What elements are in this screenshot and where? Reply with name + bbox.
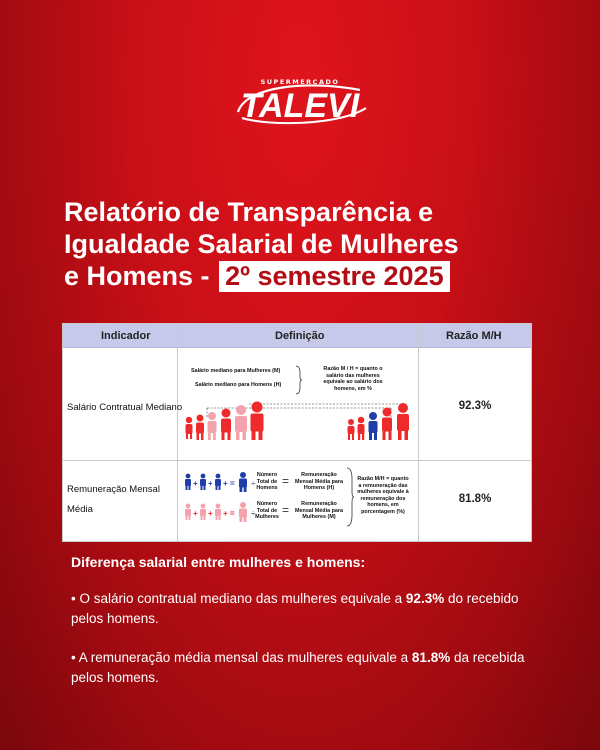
formula-icons <box>183 472 261 532</box>
men-count-label: Número Total de Homens <box>256 472 278 492</box>
person-icon <box>397 403 409 440</box>
man-icon <box>185 474 191 490</box>
svg-text:÷: ÷ <box>251 479 256 488</box>
indicator-cell-line-1: Remuneração Mensal <box>67 484 160 495</box>
ratio-note: Razão M/H = quanto a remuneração das mulheres equivale à remuneração dos homens, em porcentagem (%) <box>357 476 409 515</box>
summary-value: 81.8% <box>411 650 451 665</box>
men-median-label: Salário mediano para Homens (H) <box>195 382 282 388</box>
logo-superscript: SUPERMERCADO <box>260 78 340 86</box>
svg-text:÷: ÷ <box>251 509 256 518</box>
equals-sign: = <box>282 503 290 517</box>
woman-icon <box>208 412 217 440</box>
ratio-value: 92.3% <box>458 400 492 412</box>
woman-icon <box>215 504 221 520</box>
man-icon <box>215 474 221 490</box>
page-title <box>64 196 554 292</box>
header-ratio: Razão M/H <box>446 330 502 342</box>
woman-icon <box>221 409 231 441</box>
svg-text:+: + <box>223 479 228 488</box>
svg-text:=: = <box>230 509 235 518</box>
svg-text:+: + <box>223 509 228 518</box>
man-icon <box>239 472 247 492</box>
summary-item: • A remuneração média mensal das mulheres equivale a 81.8% da recebida pelos homens. <box>71 650 525 685</box>
row-divider <box>63 460 531 461</box>
title-line-1: Relatório de Transparência e <box>64 197 434 227</box>
summary-heading: Diferença salarial entre mulheres e homens: <box>71 554 366 570</box>
women-median-label: Salário mediano para Mulheres (M) <box>191 368 281 374</box>
woman-icon <box>235 405 247 440</box>
svg-text:+: + <box>208 479 213 488</box>
people-illustration <box>181 396 415 440</box>
header-indicator: Indicador <box>101 330 151 342</box>
man-icon <box>200 474 206 490</box>
column-divider <box>418 324 419 541</box>
indicator-cell-line-2: Média <box>67 504 93 515</box>
woman-icon <box>185 504 191 520</box>
woman-icon <box>186 417 193 439</box>
ratio-note: Razão M / H = quanto o salário das mulheres equivale ao salário dos homens, em % <box>323 366 383 392</box>
woman-icon <box>239 502 247 522</box>
title-line-3 <box>64 260 554 292</box>
woman-icon <box>251 402 264 441</box>
men-result-label: Remuneração Mensal Média para Homens (H) <box>295 472 343 492</box>
header-definition: Definição <box>275 330 325 342</box>
man-icon <box>369 412 378 440</box>
summary-section <box>71 553 551 687</box>
ratio-value: 81.8% <box>458 493 492 505</box>
indicator-cell: Salário Contratual Mediano <box>67 402 183 413</box>
svg-text:+: + <box>193 509 198 518</box>
equals-sign: = <box>282 474 290 488</box>
woman-icon <box>200 504 206 520</box>
logo-name: TALEVI <box>240 87 360 125</box>
table-header <box>63 324 531 348</box>
summary-value: 92.3% <box>405 591 445 606</box>
title-semester-highlight: 2º semestre 2025 <box>219 261 450 292</box>
title-line-3-prefix: e Homens - <box>64 261 210 291</box>
brand-logo <box>228 78 372 128</box>
pay-equity-table <box>62 323 532 542</box>
person-icon <box>348 419 355 440</box>
svg-text:=: = <box>230 479 235 488</box>
column-divider <box>177 324 178 541</box>
title-line-2: Igualdade Salarial de Mulheres <box>64 229 459 259</box>
women-result-label: Remuneração Mensal Média para Mulheres (M) <box>295 501 343 521</box>
person-icon <box>382 408 392 441</box>
woman-icon <box>196 415 204 441</box>
person-icon <box>358 417 365 440</box>
summary-item: • O salário contratual mediano das mulheres equivale a 92.3% do recebido pelos homens. <box>71 591 519 626</box>
women-count-label: Número Total de Mulheres <box>255 501 279 521</box>
svg-text:+: + <box>208 509 213 518</box>
svg-text:+: + <box>193 479 198 488</box>
